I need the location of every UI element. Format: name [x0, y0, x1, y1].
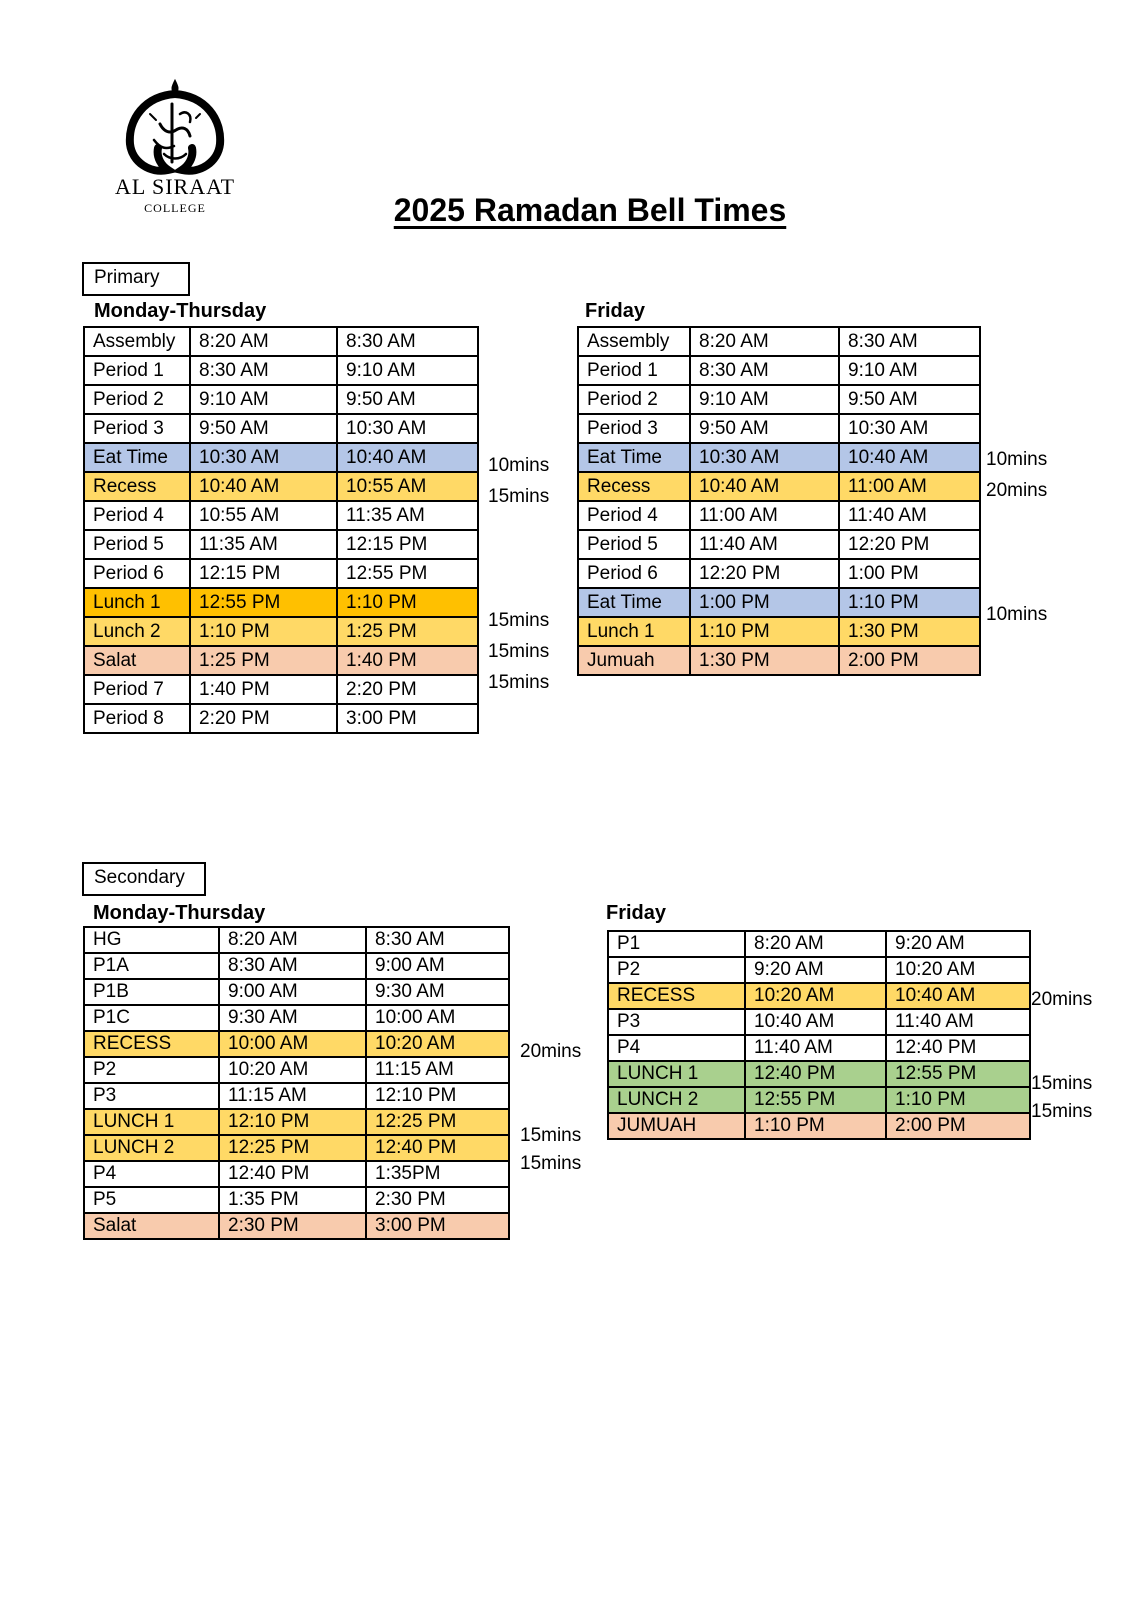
- start-time: 1:30 PM: [690, 646, 839, 675]
- table-row: [84, 617, 478, 646]
- table-row: [608, 1035, 1030, 1061]
- start-time: 12:25 PM: [219, 1135, 366, 1161]
- end-time: 12:40 PM: [886, 1035, 1030, 1061]
- period-name: P4: [84, 1161, 219, 1187]
- end-time: 12:15 PM: [337, 530, 478, 559]
- end-time: 1:30 PM: [839, 617, 980, 646]
- start-time: 10:20 AM: [219, 1057, 366, 1083]
- end-time: 9:20 AM: [886, 931, 1030, 957]
- secondary-friday-table: [607, 930, 1031, 1140]
- end-time: 2:30 PM: [366, 1187, 509, 1213]
- period-name: P5: [84, 1187, 219, 1213]
- start-time: 12:40 PM: [745, 1061, 886, 1087]
- duration-note: 15mins: [1031, 1073, 1093, 1094]
- period-name: P4: [608, 1035, 745, 1061]
- start-time: 1:40 PM: [190, 675, 337, 704]
- table-row: [578, 443, 980, 472]
- period-name: Period 4: [84, 501, 190, 530]
- table-row: [84, 588, 478, 617]
- start-time: 8:30 AM: [219, 953, 366, 979]
- table-row: [84, 927, 509, 953]
- end-time: 8:30 AM: [337, 327, 478, 356]
- end-time: 12:55 PM: [886, 1061, 1030, 1087]
- period-name: Lunch 1: [578, 617, 690, 646]
- duration-note: 15mins: [488, 486, 550, 507]
- end-time: 1:10 PM: [337, 588, 478, 617]
- start-time: 8:20 AM: [690, 327, 839, 356]
- period-name: Period 3: [84, 414, 190, 443]
- start-time: 10:00 AM: [219, 1031, 366, 1057]
- start-time: 10:30 AM: [190, 443, 337, 472]
- duration-note: [488, 729, 568, 760]
- secondary-friday-heading: Friday: [606, 902, 667, 924]
- period-name: Assembly: [578, 327, 690, 356]
- start-time: 9:50 AM: [190, 414, 337, 443]
- primary-mon-thu-table: [83, 326, 479, 734]
- secondary-mon-thu-table: [83, 926, 510, 1240]
- duration-note: [488, 419, 568, 450]
- end-time: 10:30 AM: [839, 414, 980, 443]
- table-row: [84, 704, 478, 733]
- period-name: P1C: [84, 1005, 219, 1031]
- table-row: [608, 1061, 1030, 1087]
- period-name: RECESS: [84, 1031, 219, 1057]
- start-time: 10:40 AM: [690, 472, 839, 501]
- start-time: 12:15 PM: [190, 559, 337, 588]
- table-row: [84, 385, 478, 414]
- table-row: [84, 530, 478, 559]
- start-time: 2:20 PM: [190, 704, 337, 733]
- period-name: Period 2: [578, 385, 690, 414]
- duration-note: [1031, 1014, 1111, 1042]
- start-time: 12:40 PM: [219, 1161, 366, 1187]
- start-time: 10:55 AM: [190, 501, 337, 530]
- start-time: 8:20 AM: [190, 327, 337, 356]
- period-name: Eat Time: [84, 443, 190, 472]
- table-row: [578, 356, 980, 385]
- period-name: P3: [608, 1009, 745, 1035]
- table-row: [84, 559, 478, 588]
- start-time: 1:10 PM: [745, 1113, 886, 1139]
- duration-note: 10mins: [986, 604, 1048, 625]
- duration-note: [520, 1094, 600, 1122]
- start-time: 12:10 PM: [219, 1109, 366, 1135]
- duration-note: [520, 1206, 600, 1234]
- table-row: [84, 979, 509, 1005]
- end-time: 10:00 AM: [366, 1005, 509, 1031]
- end-time: 9:10 AM: [337, 356, 478, 385]
- period-name: P2: [84, 1057, 219, 1083]
- start-time: 8:20 AM: [219, 927, 366, 953]
- table-row: [84, 675, 478, 704]
- duration-note: [986, 506, 1066, 537]
- logo-subtitle: COLLEGE: [144, 201, 206, 215]
- duration-note: 10mins: [986, 449, 1048, 470]
- end-time: 1:10 PM: [839, 588, 980, 617]
- start-time: 1:25 PM: [190, 646, 337, 675]
- period-name: LUNCH 2: [84, 1135, 219, 1161]
- start-time: 1:10 PM: [190, 617, 337, 646]
- period-name: Period 8: [84, 704, 190, 733]
- table-row: [578, 472, 980, 501]
- duration-note: [986, 661, 1066, 692]
- page-title: 2025 Ramadan Bell Times: [393, 192, 787, 228]
- end-time: 9:10 AM: [839, 356, 980, 385]
- period-name: Period 7: [84, 675, 190, 704]
- duration-note: [488, 326, 568, 357]
- start-time: 12:55 PM: [190, 588, 337, 617]
- period-name: HG: [84, 927, 219, 953]
- period-name: LUNCH 1: [84, 1109, 219, 1135]
- end-time: 12:55 PM: [337, 559, 478, 588]
- end-time: 10:40 AM: [839, 443, 980, 472]
- table-row: [84, 1057, 509, 1083]
- start-time: 2:30 PM: [219, 1213, 366, 1239]
- logo-name: AL SIRAAT: [114, 174, 236, 199]
- duration-note: [1031, 1042, 1111, 1070]
- period-name: Period 1: [84, 356, 190, 385]
- secondary-section-label: Secondary: [82, 862, 206, 896]
- table-row: [608, 1087, 1030, 1113]
- duration-note: [986, 568, 1066, 599]
- end-time: 12:10 PM: [366, 1083, 509, 1109]
- period-name: RECESS: [608, 983, 745, 1009]
- table-row: [608, 931, 1030, 957]
- end-time: 10:40 AM: [337, 443, 478, 472]
- start-time: 9:30 AM: [219, 1005, 366, 1031]
- duration-note: [986, 382, 1066, 413]
- duration-note: [1031, 1126, 1111, 1154]
- end-time: 1:10 PM: [886, 1087, 1030, 1113]
- primary-mon-thu-notes: [488, 326, 568, 760]
- table-row: [84, 1135, 509, 1161]
- duration-note: [488, 512, 568, 543]
- period-name: Lunch 2: [84, 617, 190, 646]
- start-time: 10:20 AM: [745, 983, 886, 1009]
- start-time: 10:40 AM: [745, 1009, 886, 1035]
- primary-friday-heading: Friday: [585, 300, 646, 322]
- table-row: [84, 443, 478, 472]
- table-row: [84, 1031, 509, 1057]
- period-name: Period 6: [84, 559, 190, 588]
- period-name: Assembly: [84, 327, 190, 356]
- period-name: P2: [608, 957, 745, 983]
- duration-note: 15mins: [488, 672, 550, 693]
- duration-note: [986, 351, 1066, 382]
- start-time: 11:40 AM: [745, 1035, 886, 1061]
- start-time: 11:00 AM: [690, 501, 839, 530]
- end-time: 11:00 AM: [839, 472, 980, 501]
- table-row: [84, 414, 478, 443]
- table-row: [578, 327, 980, 356]
- end-time: 10:55 AM: [337, 472, 478, 501]
- end-time: 2:00 PM: [839, 646, 980, 675]
- table-row: [578, 588, 980, 617]
- start-time: 8:30 AM: [190, 356, 337, 385]
- start-time: 9:10 AM: [190, 385, 337, 414]
- period-name: Period 4: [578, 501, 690, 530]
- start-time: 9:10 AM: [690, 385, 839, 414]
- period-name: Period 5: [84, 530, 190, 559]
- start-time: 12:20 PM: [690, 559, 839, 588]
- start-time: 10:40 AM: [190, 472, 337, 501]
- table-row: [608, 957, 1030, 983]
- period-name: Salat: [84, 1213, 219, 1239]
- duration-note: [986, 413, 1066, 444]
- primary-mon-thu-heading: Monday-Thursday: [94, 300, 267, 322]
- period-name: Period 3: [578, 414, 690, 443]
- period-name: Lunch 1: [84, 588, 190, 617]
- table-row: [578, 646, 980, 675]
- duration-note: [520, 1010, 600, 1038]
- period-name: Recess: [578, 472, 690, 501]
- table-row: [578, 414, 980, 443]
- start-time: 11:40 AM: [690, 530, 839, 559]
- primary-friday-notes: [986, 320, 1066, 692]
- table-row: [84, 501, 478, 530]
- duration-note: [488, 388, 568, 419]
- table-row: [84, 1109, 509, 1135]
- end-time: 1:40 PM: [337, 646, 478, 675]
- duration-note: [488, 698, 568, 729]
- end-time: 12:40 PM: [366, 1135, 509, 1161]
- duration-note: 15mins: [520, 1153, 582, 1174]
- table-row: [84, 1005, 509, 1031]
- table-row: [608, 1113, 1030, 1139]
- end-time: 10:30 AM: [337, 414, 478, 443]
- end-time: 10:20 AM: [886, 957, 1030, 983]
- end-time: 8:30 AM: [366, 927, 509, 953]
- period-name: Eat Time: [578, 588, 690, 617]
- period-name: Recess: [84, 472, 190, 501]
- period-name: Jumuah: [578, 646, 690, 675]
- period-name: JUMUAH: [608, 1113, 745, 1139]
- duration-note: [520, 982, 600, 1010]
- secondary-mon-thu-heading: Monday-Thursday: [93, 902, 266, 924]
- duration-note: [1031, 930, 1111, 958]
- table-row: [84, 1213, 509, 1239]
- duration-note: [488, 543, 568, 574]
- duration-note: 15mins: [488, 610, 550, 631]
- period-name: Salat: [84, 646, 190, 675]
- duration-note: [488, 357, 568, 388]
- period-name: Period 6: [578, 559, 690, 588]
- duration-note: [986, 537, 1066, 568]
- start-time: 1:35 PM: [219, 1187, 366, 1213]
- period-name: LUNCH 2: [608, 1087, 745, 1113]
- end-time: 1:00 PM: [839, 559, 980, 588]
- secondary-friday-notes: [1031, 930, 1111, 1154]
- start-time: 11:15 AM: [219, 1083, 366, 1109]
- duration-note: [520, 1178, 600, 1206]
- duration-note: 15mins: [520, 1125, 582, 1146]
- end-time: 10:40 AM: [886, 983, 1030, 1009]
- period-name: P1: [608, 931, 745, 957]
- table-row: [578, 501, 980, 530]
- table-row: [578, 385, 980, 414]
- duration-note: 15mins: [1031, 1101, 1093, 1122]
- table-row: [84, 1187, 509, 1213]
- table-row: [84, 1083, 509, 1109]
- end-time: 1:35PM: [366, 1161, 509, 1187]
- duration-note: [520, 926, 600, 954]
- start-time: 10:30 AM: [690, 443, 839, 472]
- end-time: 11:15 AM: [366, 1057, 509, 1083]
- duration-note: [520, 1066, 600, 1094]
- duration-note: 20mins: [520, 1041, 582, 1062]
- start-time: 8:20 AM: [745, 931, 886, 957]
- end-time: 3:00 PM: [337, 704, 478, 733]
- end-time: 11:35 AM: [337, 501, 478, 530]
- end-time: 2:20 PM: [337, 675, 478, 704]
- duration-note: 15mins: [488, 641, 550, 662]
- start-time: 12:55 PM: [745, 1087, 886, 1113]
- end-time: 11:40 AM: [886, 1009, 1030, 1035]
- end-time: 9:00 AM: [366, 953, 509, 979]
- duration-note: [986, 320, 1066, 351]
- duration-note: [488, 574, 568, 605]
- end-time: 1:25 PM: [337, 617, 478, 646]
- start-time: 9:00 AM: [219, 979, 366, 1005]
- table-row: [84, 646, 478, 675]
- end-time: 8:30 AM: [839, 327, 980, 356]
- start-time: 8:30 AM: [690, 356, 839, 385]
- end-time: 3:00 PM: [366, 1213, 509, 1239]
- secondary-mon-thu-notes: [520, 926, 600, 1262]
- period-name: P1B: [84, 979, 219, 1005]
- duration-note: [520, 954, 600, 982]
- table-row: [608, 983, 1030, 1009]
- period-name: Eat Time: [578, 443, 690, 472]
- period-name: P1A: [84, 953, 219, 979]
- end-time: 9:50 AM: [337, 385, 478, 414]
- start-time: 9:20 AM: [745, 957, 886, 983]
- start-time: 1:10 PM: [690, 617, 839, 646]
- period-name: Period 1: [578, 356, 690, 385]
- duration-note: 20mins: [986, 480, 1048, 501]
- table-row: [578, 617, 980, 646]
- end-time: 9:50 AM: [839, 385, 980, 414]
- period-name: Period 5: [578, 530, 690, 559]
- end-time: 12:25 PM: [366, 1109, 509, 1135]
- period-name: LUNCH 1: [608, 1061, 745, 1087]
- table-row: [84, 953, 509, 979]
- primary-friday-table: [577, 326, 981, 676]
- table-row: [84, 472, 478, 501]
- period-name: P3: [84, 1083, 219, 1109]
- table-row: [84, 327, 478, 356]
- duration-note: [520, 1234, 600, 1262]
- table-row: [84, 1161, 509, 1187]
- duration-note: 20mins: [1031, 989, 1093, 1010]
- table-row: [578, 530, 980, 559]
- table-row: [84, 356, 478, 385]
- duration-note: [986, 630, 1066, 661]
- end-time: 2:00 PM: [886, 1113, 1030, 1139]
- start-time: 1:00 PM: [690, 588, 839, 617]
- period-name: Period 2: [84, 385, 190, 414]
- end-time: 11:40 AM: [839, 501, 980, 530]
- end-time: 12:20 PM: [839, 530, 980, 559]
- start-time: 9:50 AM: [690, 414, 839, 443]
- table-row: [608, 1009, 1030, 1035]
- primary-section-label: Primary: [82, 262, 190, 296]
- duration-note: 10mins: [488, 455, 550, 476]
- end-time: 10:20 AM: [366, 1031, 509, 1057]
- duration-note: [1031, 958, 1111, 986]
- table-row: [578, 559, 980, 588]
- start-time: 11:35 AM: [190, 530, 337, 559]
- end-time: 9:30 AM: [366, 979, 509, 1005]
